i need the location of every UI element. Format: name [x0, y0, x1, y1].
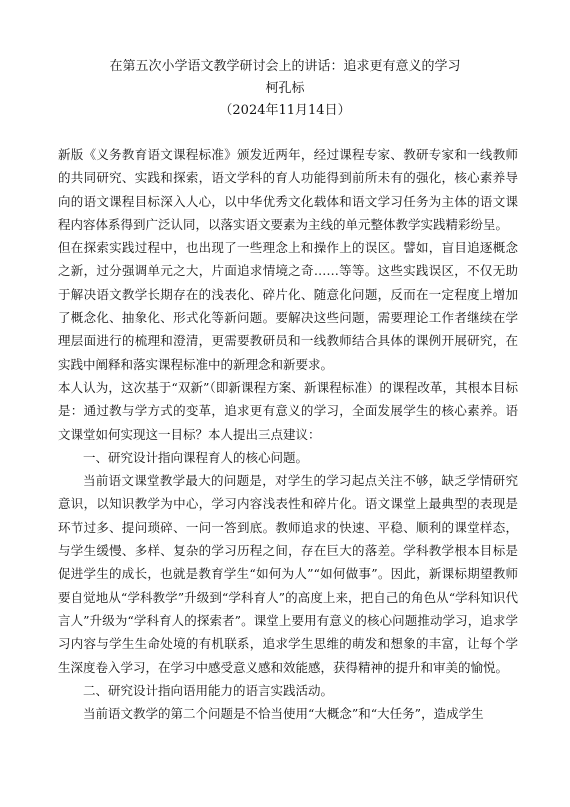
paragraph: 新版《义务教育语文课程标准》颁发近两年，经过课程专家、教研专家和一线教师的共同研究、实践和探索，语文学科的育人功能得到前所未有的强化，核心素养导向的语文课程目标深入人心，以中华优秀文化载体和语文学习任务为主体的语文课程内容体系得到广泛认同，以落实语文要素为主线的单元整体教学实践精彩纷呈。	[58, 147, 518, 232]
document-body	[58, 143, 518, 725]
paragraph: 但在探索实践过程中，也出现了一些理念上和操作上的误区。譬如，盲目追逐概念之新，过分强调单元之大，片面追求情境之奇……等等。这些实践误区，不仅无助于解决语文教学长期存在的浅表化、碎片化、随意化问题，反而在一定程度上增加了概念化、抽象化、形式化等新问题。要解决这些问题，需要理论工作者继续在学理层面进行的梳理和澄清，更需要教研员和一线教师结合具体的课例开展研究，在实践中阐释和落实课程标准中的新理念和新要求。	[58, 240, 518, 372]
paragraph: 当前语文教学的第二个问题是不恰当使用“大概念”和“大任务”，造成学生	[83, 706, 484, 722]
paragraph: 当前语文课堂教学最大的问题是，对学生的学习起点关注不够，缺乏学情研究意识，以知识教学为中心，学习内容浅表性和碎片化。语文课堂上最典型的表现是环节过多、提问琐碎、一问一答到底。教师追求的快速、平稳、顺利的课堂样态，与学生缓慢、多样、复杂的学习历程之间，存在巨大的落差。学科教学根本目标是促进学生的成长，也就是教育学生“如何为人”“如何做事”。因此，新课标期望教师要自觉地从“学科教学”升级到“学科育人”的高度上来，把自己的角色从“学科知识代言人”升级为“学科育人的探索者”。课堂上要用有意义的核心问题推动学习，追求学习内容与学生生命处境的有机联系，追求学生思维的萌发和想象的丰富，让每个学生深度卷入学习，在学习中感受意义感和效能感，获得精神的提升和审美的愉悦。	[58, 473, 518, 675]
document-date: （2024年11月14日）	[219, 103, 351, 118]
section-heading: 二、研究设计指向语用能力的语言实践活动。	[83, 682, 334, 698]
document-author: 柯孔标	[265, 81, 305, 96]
document-title: 在第五次小学语文教学研讨会上的讲话：追求更有意义的学习	[109, 59, 461, 74]
paragraph: 本人认为，这次基于“双新”（即新课程方案、新课程标准）的课程改革，其根本目标是：通过教与学方式的变革，追求更有意义的学习，全面发展学生的核心素养。语文课堂如何实现这一目标？本人提出三点建议：	[58, 379, 518, 442]
section-heading: 一、研究设计指向课程育人的核心问题。	[83, 449, 309, 465]
